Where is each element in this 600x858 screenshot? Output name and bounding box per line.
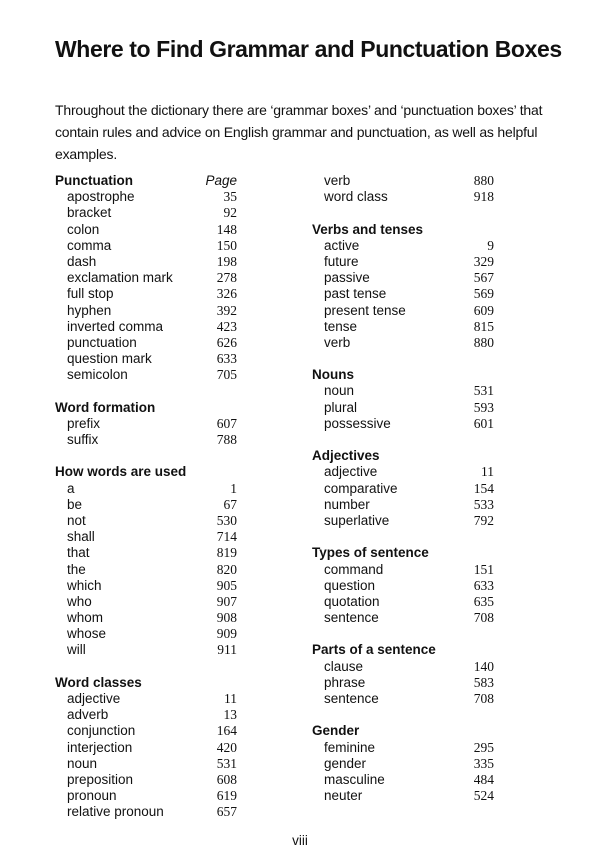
index-entry	[312, 383, 494, 399]
index-entry	[312, 238, 494, 254]
section-heading-types-of-sentence	[312, 545, 494, 561]
index-entry	[55, 804, 237, 820]
index-entry	[55, 189, 237, 205]
entry-page-number: 164	[216, 723, 237, 739]
entry-term: the	[67, 561, 86, 577]
index-entry	[55, 270, 237, 286]
entry-page-number: 619	[216, 788, 237, 804]
entry-term: adverb	[67, 707, 109, 723]
index-entry	[55, 286, 237, 302]
entry-page-number: 708	[473, 610, 494, 626]
index-entry	[55, 756, 237, 772]
entry-term: past tense	[324, 286, 387, 302]
entry-page-number: 278	[216, 270, 237, 286]
section-heading-label: Word formation	[55, 399, 156, 415]
entry-page-number: 792	[473, 512, 494, 528]
index-entry	[55, 303, 237, 319]
entry-term: quotation	[324, 593, 380, 609]
entry-term: comparative	[324, 480, 398, 496]
entry-term: question	[324, 577, 376, 593]
entry-page-number: 531	[473, 383, 494, 399]
section-gap	[312, 707, 494, 723]
entry-term: who	[67, 593, 92, 609]
index-entry	[55, 222, 237, 238]
entry-page-number: 918	[473, 189, 494, 205]
section-heading-verbs-and-tenses	[312, 222, 494, 238]
index-entry	[55, 529, 237, 545]
section-gap	[312, 351, 494, 367]
entry-term: possessive	[324, 415, 391, 431]
entry-page-number: 819	[216, 545, 237, 561]
entry-page-number: 708	[473, 691, 494, 706]
index-entry	[55, 432, 237, 448]
page-column-label: Page	[205, 173, 237, 188]
section-heading-nouns	[312, 367, 494, 383]
entry-page-number: 1	[230, 480, 237, 496]
entry-term: noun	[67, 755, 98, 771]
entry-page-number: 329	[473, 253, 494, 269]
entry-term: whom	[67, 610, 104, 626]
entry-page-number: 484	[473, 771, 494, 787]
index-entry	[55, 513, 237, 529]
entry-term: present tense	[324, 302, 406, 318]
section-heading-word-classes	[55, 675, 237, 691]
section-gap	[312, 432, 494, 448]
entry-page-number: 635	[473, 593, 494, 609]
entry-term: future	[324, 253, 359, 269]
entry-term: be	[67, 496, 83, 512]
index-entry	[312, 691, 494, 707]
entry-page-number: 880	[473, 173, 494, 188]
entry-page-number: 148	[216, 221, 237, 237]
entry-term: neuter	[324, 788, 363, 804]
entry-page-number: 326	[216, 286, 237, 302]
entry-term: plural	[324, 399, 358, 415]
index-entry	[55, 562, 237, 578]
index-entry	[55, 707, 237, 723]
entry-term: interjection	[67, 739, 133, 755]
index-entry	[55, 416, 237, 432]
index-entry	[312, 400, 494, 416]
entry-page-number: 11	[481, 464, 494, 480]
entry-term: not	[67, 512, 86, 528]
entry-page-number: 531	[216, 755, 237, 771]
entry-term: prefix	[67, 415, 101, 431]
entry-page-number: 626	[216, 334, 237, 350]
entry-page-number: 788	[216, 432, 237, 447]
index-entry	[55, 772, 237, 788]
index-entry	[312, 659, 494, 675]
index-entry	[55, 497, 237, 513]
entry-page-number: 530	[216, 512, 237, 528]
index-entry	[55, 691, 237, 707]
entry-term: tense	[324, 318, 358, 334]
entry-page-number: 11	[224, 691, 237, 706]
index-entry	[55, 238, 237, 254]
index-entry	[312, 788, 494, 804]
entry-term: command	[324, 561, 384, 577]
entry-page-number: 815	[473, 318, 494, 334]
index-entry	[312, 772, 494, 788]
index-entry	[312, 319, 494, 335]
index-entry	[312, 756, 494, 772]
section-heading-label: Adjectives	[312, 448, 380, 464]
section-gap	[55, 383, 237, 399]
entry-page-number: 569	[473, 286, 494, 302]
index-entry	[312, 513, 494, 529]
entry-term: punctuation	[67, 334, 137, 350]
index-entry	[312, 481, 494, 497]
entry-term: word class	[324, 189, 388, 205]
entry-page-number: 335	[473, 755, 494, 771]
entry-page-number: 567	[473, 270, 494, 286]
entry-term: suffix	[67, 432, 99, 447]
entry-term: which	[67, 577, 102, 593]
entry-page-number: 151	[473, 561, 494, 577]
entry-term: a	[67, 480, 75, 496]
entry-term: masculine	[324, 771, 385, 787]
entry-term: passive	[324, 270, 370, 286]
entry-page-number: 9	[487, 237, 494, 253]
entry-term: will	[67, 642, 86, 658]
page-title: Where to Find Grammar and Punctuation Boxes	[55, 36, 562, 62]
index-entry	[312, 497, 494, 513]
entry-term: dash	[67, 253, 97, 269]
entry-term: sentence	[324, 610, 379, 626]
entry-page-number: 905	[216, 577, 237, 593]
index-entry	[312, 464, 494, 480]
entry-page-number: 295	[473, 739, 494, 755]
entry-page-number: 820	[216, 561, 237, 577]
left-column-index	[55, 173, 237, 821]
entry-page-number: 420	[216, 739, 237, 755]
entry-page-number: 583	[473, 674, 494, 690]
entry-term: superlative	[324, 512, 390, 528]
section-heading-label: Types of sentence	[312, 545, 429, 561]
entry-term: adjective	[67, 691, 121, 706]
entry-term: relative pronoun	[67, 804, 164, 820]
entry-term: comma	[67, 237, 112, 253]
index-entry	[55, 545, 237, 561]
entry-page-number: 633	[473, 577, 494, 593]
entry-page-number: 705	[216, 367, 237, 383]
intro-paragraph: Throughout the dictionary there are ‘grammar boxes’ and ‘punctuation boxes’ that contain rules and advice on English grammar and punctuation, as well as helpful examples.	[55, 102, 543, 162]
entry-term: verb	[324, 173, 351, 188]
entry-term: feminine	[324, 739, 376, 755]
entry-term: phrase	[324, 674, 366, 690]
entry-term: that	[67, 545, 90, 561]
section-gap	[55, 659, 237, 675]
index-entry	[312, 254, 494, 270]
index-entry	[55, 626, 237, 642]
entry-page-number: 13	[223, 707, 237, 723]
index-entry	[312, 740, 494, 756]
entry-term: active	[324, 237, 360, 253]
entry-term: gender	[324, 755, 367, 771]
index-entry	[55, 319, 237, 335]
section-heading-how-words-are-used	[55, 464, 237, 480]
entry-page-number: 67	[223, 496, 237, 512]
index-entry	[312, 562, 494, 578]
index-entry	[55, 351, 237, 367]
section-heading-label: Gender	[312, 723, 360, 739]
entry-page-number: 609	[473, 302, 494, 318]
section-gap	[312, 626, 494, 642]
page-number: viii	[292, 833, 308, 848]
section-heading-label: Word classes	[55, 674, 142, 690]
entry-page-number: 198	[216, 253, 237, 269]
section-heading-word-formation	[55, 400, 237, 416]
entry-term: shall	[67, 529, 95, 545]
entry-page-number: 714	[216, 529, 237, 545]
entry-term: verb	[324, 334, 351, 350]
entry-term: sentence	[324, 691, 379, 706]
right-column-index	[312, 173, 494, 804]
index-entry	[55, 481, 237, 497]
entry-term: number	[324, 496, 370, 512]
entry-term: bracket	[67, 205, 112, 221]
section-gap	[312, 529, 494, 545]
section-heading-gender	[312, 723, 494, 739]
section-gap	[312, 205, 494, 221]
entry-page-number: 92	[223, 205, 237, 221]
entry-page-number: 601	[473, 415, 494, 431]
entry-page-number: 524	[473, 788, 494, 804]
entry-term: noun	[324, 383, 355, 399]
index-entry	[312, 189, 494, 205]
index-entry	[55, 788, 237, 804]
entry-term: full stop	[67, 286, 114, 302]
index-entry	[55, 723, 237, 739]
index-entry	[312, 286, 494, 302]
entry-page-number: 911	[217, 642, 237, 658]
section-heading-label: How words are used	[55, 464, 187, 480]
section-heading-adjectives	[312, 448, 494, 464]
entry-term: whose	[67, 626, 107, 642]
section-heading-label: Punctuation	[55, 173, 133, 188]
entry-page-number: 154	[473, 480, 494, 496]
entry-term: adjective	[324, 464, 378, 480]
section-heading-punctuation	[55, 173, 237, 189]
index-entry	[312, 675, 494, 691]
entry-page-number: 907	[216, 593, 237, 609]
index-entry	[55, 740, 237, 756]
section-heading-label: Nouns	[312, 367, 354, 383]
index-entry	[55, 335, 237, 351]
index-entry	[55, 594, 237, 610]
entry-term: apostrophe	[67, 189, 135, 205]
entry-page-number: 608	[216, 771, 237, 787]
entry-page-number: 423	[216, 318, 237, 334]
entry-page-number: 593	[473, 399, 494, 415]
section-heading-label: Parts of a sentence	[312, 642, 436, 658]
entry-term: hyphen	[67, 302, 112, 318]
index-entry	[55, 610, 237, 626]
entry-page-number: 908	[216, 610, 237, 626]
entry-term: inverted comma	[67, 318, 164, 334]
entry-term: exclamation mark	[67, 270, 173, 286]
entry-page-number: 633	[216, 351, 237, 367]
index-entry	[312, 173, 494, 189]
index-entry	[312, 270, 494, 286]
index-entry	[55, 367, 237, 383]
index-entry	[312, 303, 494, 319]
entry-page-number: 392	[216, 302, 237, 318]
section-heading-parts-of-a-sentence	[312, 642, 494, 658]
entry-page-number: 909	[216, 626, 237, 642]
entry-page-number: 140	[473, 658, 494, 674]
index-entry	[312, 416, 494, 432]
entry-term: semicolon	[67, 367, 128, 383]
entry-term: pronoun	[67, 788, 117, 804]
entry-page-number: 35	[223, 189, 237, 205]
index-entry	[312, 578, 494, 594]
entry-term: clause	[324, 658, 364, 674]
index-entry	[55, 642, 237, 658]
section-heading-label: Verbs and tenses	[312, 221, 424, 237]
entry-page-number: 607	[216, 415, 237, 431]
index-entry	[55, 578, 237, 594]
entry-page-number: 657	[216, 804, 237, 820]
entry-term: colon	[67, 221, 100, 237]
entry-term: preposition	[67, 771, 134, 787]
index-entry	[55, 254, 237, 270]
entry-term: conjunction	[67, 723, 136, 739]
index-entry	[312, 610, 494, 626]
index-entry	[55, 205, 237, 221]
section-gap	[55, 448, 237, 464]
index-entry	[312, 594, 494, 610]
entry-page-number: 150	[216, 237, 237, 253]
entry-page-number: 880	[473, 334, 494, 350]
entry-page-number: 533	[473, 496, 494, 512]
entry-term: question mark	[67, 351, 152, 367]
index-entry	[312, 335, 494, 351]
